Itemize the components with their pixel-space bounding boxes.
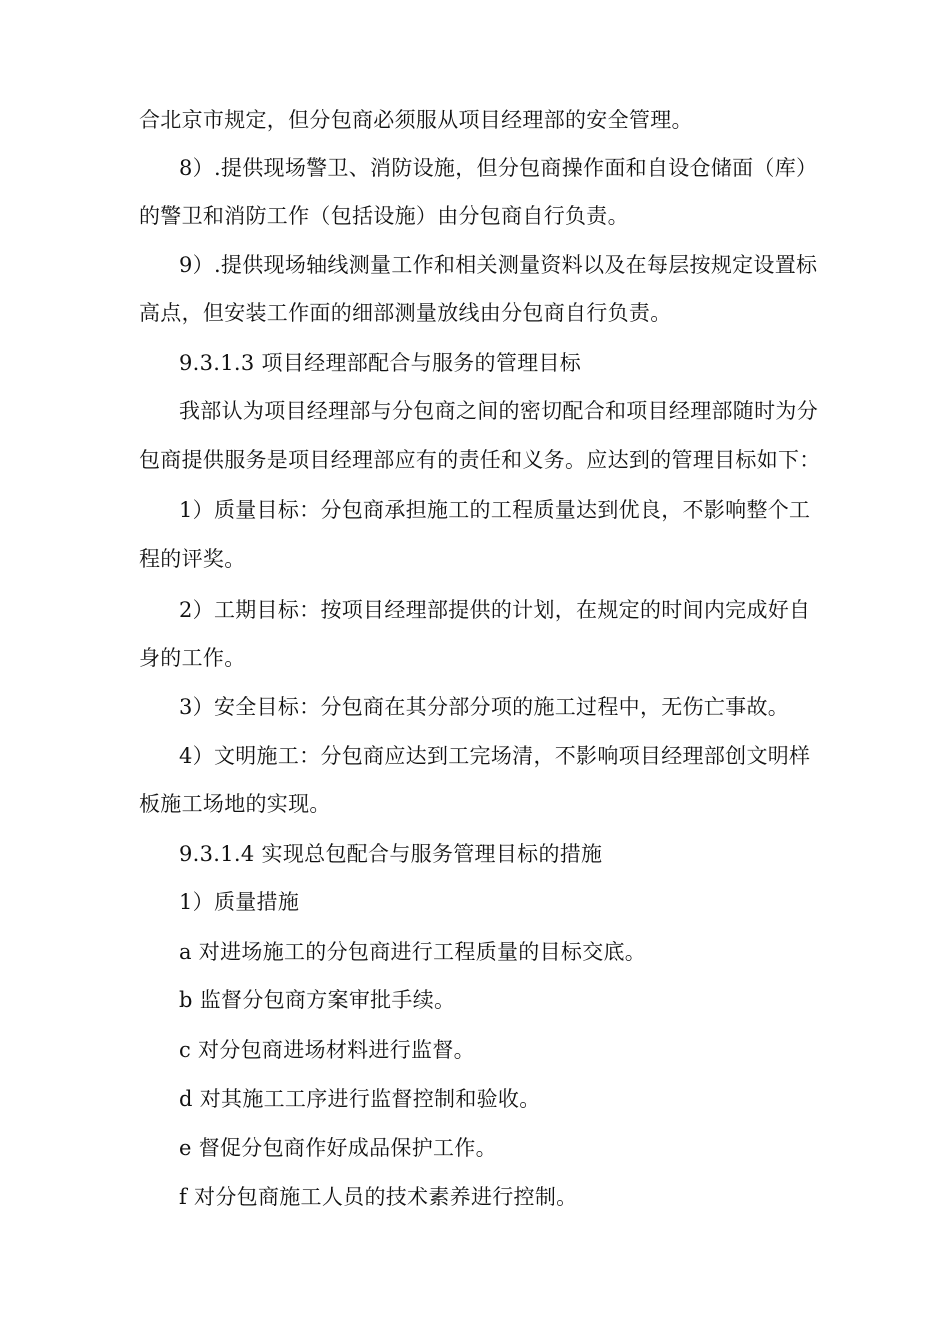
text-line-item-8-continued: 的警卫和消防工作（包括设施）由分包商自行负责。: [139, 204, 629, 228]
section-heading-9-3-1-4: 9.3.1.4 实现总包配合与服务管理目标的措施: [179, 842, 603, 866]
list-item-c: c 对分包商进场材料进行监督。: [179, 1038, 475, 1062]
text-line-quality-goal-continued: 程的评奖。: [139, 547, 246, 571]
text-line-civilized-construction: 4）文明施工：分包商应达到工完场清，不影响项目经理部创文明样: [179, 744, 811, 768]
text-line-item-8: 8）.提供现场警卫、消防设施，但分包商操作面和自设仓储面（库）: [179, 156, 818, 180]
text-line-schedule-goal-continued: 身的工作。: [139, 646, 246, 670]
list-item-e: e 督促分包商作好成品保护工作。: [179, 1136, 497, 1160]
text-line-item-9: 9）.提供现场轴线测量工作和相关测量资料以及在每层按规定设置标: [179, 253, 818, 277]
list-item-b: b 监督分包商方案审批手续。: [179, 988, 456, 1012]
text-line-schedule-goal: 2）工期目标：按项目经理部提供的计划，在规定的时间内完成好自: [179, 598, 811, 622]
text-line-continuation: 合北京市规定，但分包商必须服从项目经理部的安全管理。: [139, 108, 693, 132]
section-heading-9-3-1-3: 9.3.1.3 项目经理部配合与服务的管理目标: [179, 351, 582, 375]
list-item-a: a 对进场施工的分包商进行工程质量的目标交底。: [179, 940, 647, 964]
text-line-paragraph-continued: 包商提供服务是项目经理部应有的责任和义务。应达到的管理目标如下：: [139, 448, 821, 472]
list-item-f: f 对分包商施工人员的技术素养进行控制。: [179, 1185, 578, 1209]
text-line-civilized-construction-continued: 板施工场地的实现。: [139, 792, 331, 816]
list-item-d: d 对其施工工序进行监督控制和验收。: [179, 1087, 541, 1111]
text-line-item-9-continued: 高点，但安装工作面的细部测量放线由分包商自行负责。: [139, 301, 672, 325]
text-line-quality-measures: 1）质量措施: [179, 890, 300, 914]
text-line-safety-goal: 3）安全目标：分包商在其分部分项的施工过程中，无伤亡事故。: [179, 695, 790, 719]
text-line-quality-goal: 1）质量目标：分包商承担施工的工程质量达到优良，不影响整个工: [179, 498, 811, 522]
text-line-paragraph: 我部认为项目经理部与分包商之间的密切配合和项目经理部随时为分: [179, 399, 818, 423]
